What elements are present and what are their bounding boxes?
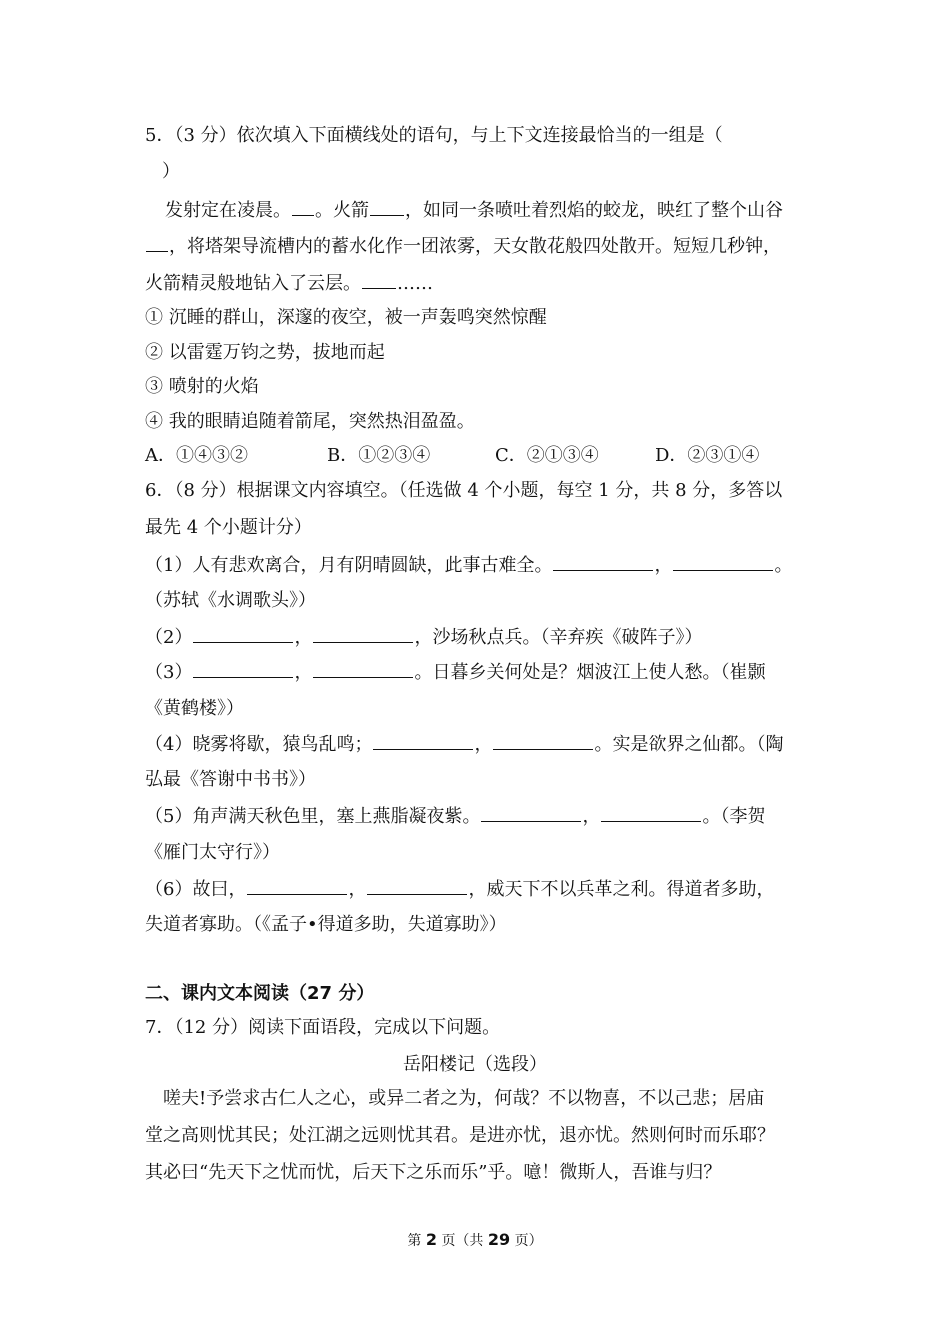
answer-blank[interactable] <box>193 659 293 678</box>
q6-sub6-line2: 失道者寡助。（《孟子•得道多助，失道寡助》） <box>145 914 507 935</box>
answer-blank[interactable] <box>673 552 773 571</box>
q5-options <box>145 444 785 468</box>
blank-3 <box>146 233 168 252</box>
blank-2 <box>370 197 404 216</box>
option-a[interactable]: A．①④③② <box>145 445 248 466</box>
q6-sub2: （2） ， ，沙场秋点兵。（辛弃疾《破阵子》） <box>145 624 702 650</box>
q6-sub4-line2: 弘最《答谢中书书》） <box>145 769 316 790</box>
q5-item-3: ③ 喷射的火焰 <box>145 376 259 397</box>
option-c[interactable]: C．②①③④ <box>495 445 599 466</box>
answer-blank[interactable] <box>313 624 413 643</box>
q5-stem-line1: 5．（3 分）依次填入下面横线处的语句，与上下文连接最恰当的一组是（ <box>145 125 723 146</box>
q6-sub3-line1: （3） ， 。日暮乡关何处是？烟波江上使人愁。（崔颢 <box>145 659 765 685</box>
answer-blank[interactable] <box>553 552 653 571</box>
section-heading: 二、课内文本阅读（27 分） <box>145 983 375 1004</box>
answer-blank[interactable] <box>493 731 593 750</box>
page-footer: 第 2 页（共 29 页） <box>407 1230 543 1249</box>
answer-blank[interactable] <box>481 803 581 822</box>
page-total: 29 <box>487 1230 511 1249</box>
passage-title: 岳阳楼记（选段） <box>403 1054 547 1075</box>
q5-item-4: ④ 我的眼睛追随着箭尾，突然热泪盈盈。 <box>145 411 475 432</box>
q6-sub5-line1: （5）角声满天秋色里，塞上燕脂凝夜紫。 ， 。（李贺 <box>145 803 765 829</box>
q6-sub6-line1: （6）故曰， ， ，威天下不以兵革之利。得道者多助， <box>145 876 774 902</box>
answer-blank[interactable] <box>367 876 467 895</box>
q6-sub1-line1: （1）人有悲欢离合，月有阴晴圆缺，此事古难全。 ， 。 <box>145 552 792 578</box>
answer-blank[interactable] <box>247 876 347 895</box>
answer-blank[interactable] <box>193 624 293 643</box>
option-b[interactable]: B．①②③④ <box>327 445 431 466</box>
q5-item-1: ① 沉睡的群山，深邃的夜空，被一声轰鸣突然惊醒 <box>145 307 547 328</box>
blank-4 <box>362 270 396 289</box>
q7-stem: 7．（12 分）阅读下面语段，完成以下问题。 <box>145 1017 501 1038</box>
blank-1 <box>292 197 314 216</box>
q5-stem-line2: ） <box>162 161 180 182</box>
q5-passage-line1: 发射定在凌晨。 。火箭 ，如同一条喷吐着烈焰的蛟龙，映红了整个山谷 <box>165 197 783 223</box>
option-d[interactable]: D．②③①④ <box>655 445 760 466</box>
passage-line1: 嗟夫!予尝求古仁人之心，或异二者之为，何哉？不以物喜，不以己悲；居庙 <box>163 1088 765 1109</box>
answer-blank[interactable] <box>373 731 473 750</box>
passage-line2: 堂之高则忧其民；处江湖之远则忧其君。是进亦忧，退亦忧。然则何时而乐耶？ <box>145 1125 775 1146</box>
q5-passage-line3: 火箭精灵般地钻入了云层。 …… <box>145 270 433 296</box>
q5-passage-line2: ，将塔架导流槽内的蓄水化作一团浓雾，天女散花般四处散开。短短几秒钟， <box>145 233 781 259</box>
answer-blank[interactable] <box>313 659 413 678</box>
passage-line3: 其必曰“先天下之忧而忧，后天下之乐而乐”乎。噫！微斯人，吾谁与归？ <box>145 1162 722 1183</box>
q6-sub4-line1: （4）晓雾将歇，猿鸟乱鸣； ， 。实是欲界之仙都。（陶 <box>145 731 783 757</box>
q6-stem-line1: 6．（8 分）根据课文内容填空。（任选做 4 个小题，每空 1 分，共 8 分，多答以 <box>145 480 783 501</box>
q5-item-2: ② 以雷霆万钧之势，拔地而起 <box>145 342 385 363</box>
q6-stem-line2: 最先 4 个小题计分） <box>145 517 312 538</box>
q6-sub5-line2: 《雁门太守行》） <box>145 842 280 863</box>
answer-blank[interactable] <box>601 803 701 822</box>
q6-sub3-line2: 《黄鹤楼》） <box>145 698 244 719</box>
q6-sub1-line2: （苏轼《水调歌头》） <box>145 590 316 611</box>
page-number: 2 <box>425 1230 437 1249</box>
